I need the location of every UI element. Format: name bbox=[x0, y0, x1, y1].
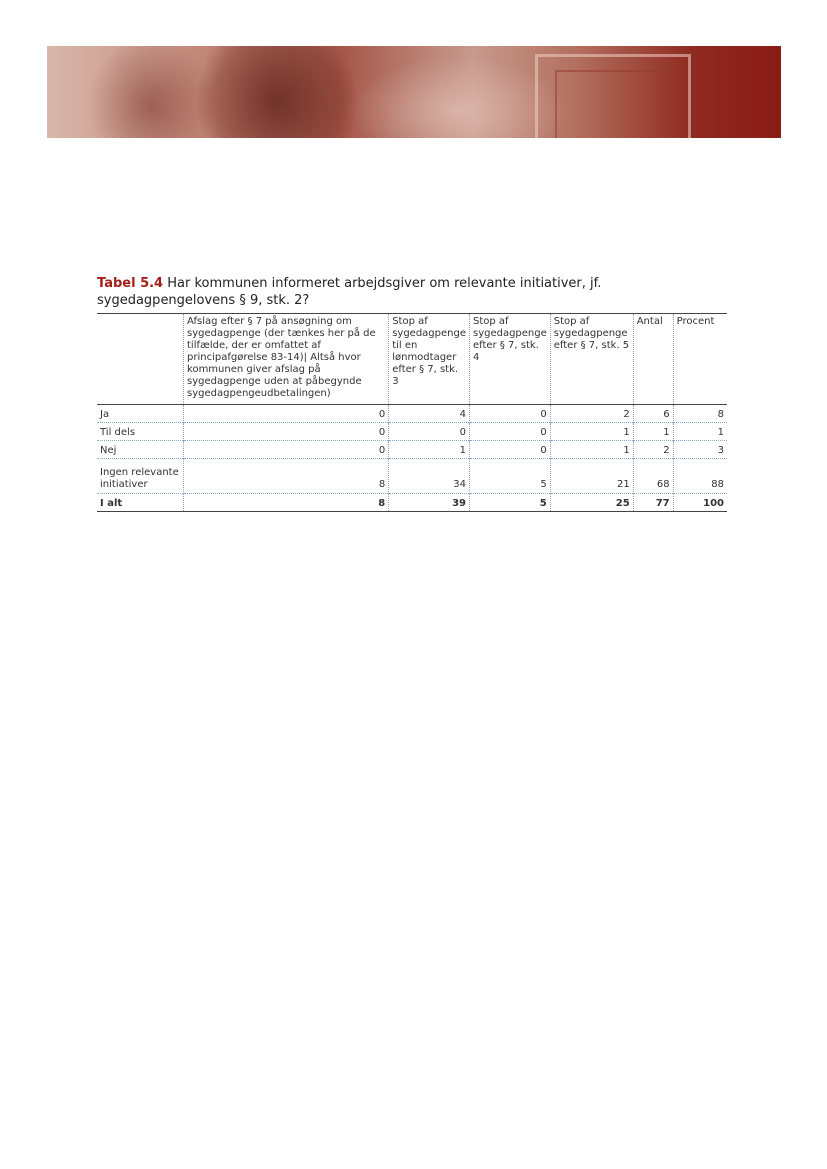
cell-value: 5 bbox=[469, 459, 550, 494]
cell-value: 8 bbox=[673, 405, 727, 423]
total-value: 39 bbox=[389, 494, 470, 512]
cell-value: 21 bbox=[550, 459, 633, 494]
table-row bbox=[97, 423, 727, 441]
cell-value: 1 bbox=[550, 441, 633, 459]
table-row bbox=[97, 441, 727, 459]
table-row bbox=[97, 405, 727, 423]
cell-value: 0 bbox=[184, 423, 389, 441]
table-row bbox=[97, 459, 727, 494]
cell-value: 0 bbox=[469, 441, 550, 459]
cell-value: 0 bbox=[184, 405, 389, 423]
cell-value: 68 bbox=[633, 459, 673, 494]
cell-value: 34 bbox=[389, 459, 470, 494]
cell-value: 6 bbox=[633, 405, 673, 423]
total-value: 8 bbox=[184, 494, 389, 512]
total-label: I alt bbox=[97, 494, 184, 512]
table-number: Tabel 5.4 bbox=[97, 276, 164, 291]
header-cell-stop-stk5: Stop af sygedagpenge efter § 7, stk. 5 bbox=[550, 314, 633, 405]
row-label: Ja bbox=[97, 405, 184, 423]
header-cell-afslag: Afslag efter § 7 på ansøgning om sygedagpenge (der tænkes her på de tilfælde, der er omfattet af principafgørelse 83-14)| Altså hvor kommunen giver afslag på sygedagpenge uden at påbegynde sygedagpengeudbetalingen) bbox=[184, 314, 389, 405]
table-caption bbox=[97, 275, 737, 309]
total-value: 5 bbox=[469, 494, 550, 512]
header-cell-empty bbox=[97, 314, 184, 405]
cell-value: 1 bbox=[673, 423, 727, 441]
cell-value: 2 bbox=[550, 405, 633, 423]
cell-value: 0 bbox=[389, 423, 470, 441]
header-cell-antal: Antal bbox=[633, 314, 673, 405]
total-value: 25 bbox=[550, 494, 633, 512]
header-cell-procent: Procent bbox=[673, 314, 727, 405]
cell-value: 0 bbox=[184, 441, 389, 459]
banner-highlight bbox=[347, 56, 567, 138]
total-value: 77 bbox=[633, 494, 673, 512]
cell-value: 3 bbox=[673, 441, 727, 459]
cell-value: 1 bbox=[550, 423, 633, 441]
cell-value: 2 bbox=[633, 441, 673, 459]
banner-person-silhouette bbox=[197, 46, 357, 138]
table-header-row bbox=[97, 314, 727, 405]
banner-window-frame-inner bbox=[555, 70, 669, 138]
table-title: Har kommunen informeret arbejdsgiver om relevante initiativer, jf. sygedagpengelovens § 9, stk. 2? bbox=[97, 276, 602, 308]
cell-value: 0 bbox=[469, 423, 550, 441]
cell-value: 0 bbox=[469, 405, 550, 423]
cell-value: 4 bbox=[389, 405, 470, 423]
cell-value: 88 bbox=[673, 459, 727, 494]
cell-value: 1 bbox=[633, 423, 673, 441]
header-cell-stop-stk3: Stop af sygedagpenge til en lønmodtager efter § 7, stk. 3 bbox=[389, 314, 470, 405]
cell-value: 1 bbox=[389, 441, 470, 459]
data-table bbox=[97, 313, 727, 512]
total-value: 100 bbox=[673, 494, 727, 512]
header-banner-photo bbox=[47, 46, 781, 138]
header-cell-stop-stk4: Stop af sygedagpenge efter § 7, stk. 4 bbox=[469, 314, 550, 405]
table-total-row bbox=[97, 494, 727, 512]
row-label: Til dels bbox=[97, 423, 184, 441]
cell-value: 8 bbox=[184, 459, 389, 494]
row-label: Nej bbox=[97, 441, 184, 459]
row-label: Ingen relevante initiativer bbox=[97, 459, 184, 494]
